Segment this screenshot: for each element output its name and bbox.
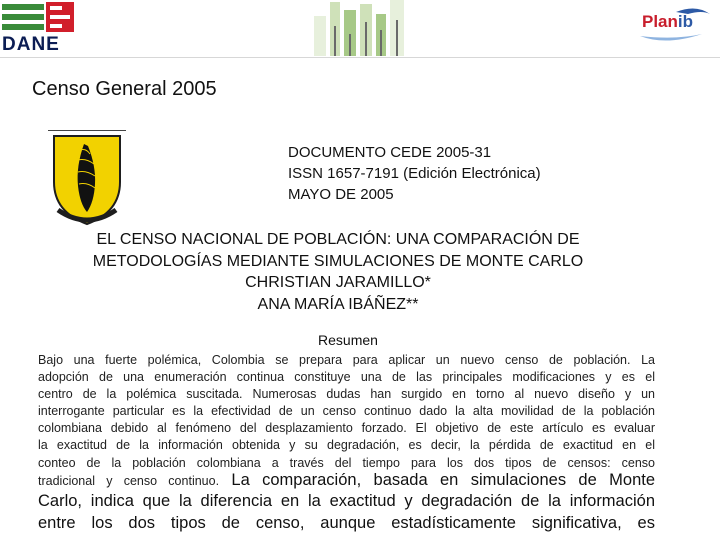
article-heading (20, 229, 656, 315)
publication-date: MAYO DE 2005 (288, 186, 394, 203)
dane-wordmark: DANE (2, 34, 60, 55)
abstract-line: conteo de la población colombiana a través del tiempo para los dos tipos de censos: censo (38, 455, 655, 470)
issn: ISSN 1657-7191 (Edición Electrónica) (288, 165, 541, 182)
abstract-body (38, 352, 655, 534)
abstract-line: colombiana debido al fenómeno del desplazamiento forzado. El objetivo de este artículo es evaluar (38, 421, 655, 436)
abstract-line: la exactitud de la información obtenida y su degradación, es decir, la pérdida de exactitud en el (38, 438, 655, 453)
abstract-line: interrogante particular es la efectividad de un censo continuo dado la alta movilidad de la población (38, 404, 655, 419)
document-info (288, 142, 541, 205)
author-name: CHRISTIAN JARAMILLO* (245, 274, 431, 291)
planib-logo (636, 6, 718, 46)
header-divider (0, 57, 720, 58)
author-name: ANA MARÍA IBÁÑEZ** (257, 295, 419, 313)
university-crest-icon (40, 126, 132, 228)
abstract-mixed-line: tradicional y censo continuo. La comparación, basada en simulaciones de Monte (38, 470, 656, 489)
abstract-line: adopción de una enumeración continua constituye una de las principales modificaciones y es el (38, 370, 655, 385)
article-title-line: METODOLOGÍAS MEDIANTE SIMULACIONES DE MONTE CARLO (92, 252, 584, 270)
document-number: DOCUMENTO CEDE 2005-31 (288, 144, 492, 161)
article-title-line: EL CENSO NACIONAL DE POBLACIÓN: UNA COMPARACIÓN DE (96, 231, 580, 248)
dane-logo (2, 2, 80, 54)
abstract-line: centro de la polémica suscitada. Numerosas dudas han surgido en torno al nuevo diseño y un (38, 387, 655, 402)
planib-wordmark: Planib (642, 12, 694, 31)
abstract-heading: Resumen (318, 332, 378, 348)
columns-graphic-icon (306, 0, 412, 56)
abstract-line: entre los dos tipos de censo, aunque estadísticamente significativa, es (38, 513, 655, 532)
header-band (0, 0, 720, 58)
dane-mark-icon (2, 2, 80, 36)
census-title: Censo General 2005 (32, 78, 217, 100)
abstract-line: Bajo una fuerte polémica, Colombia se prepara para aplicar un nuevo censo de población. La (38, 353, 655, 367)
abstract-line: Carlo, indica que la diferencia en la exactitud y degradación de la información (38, 491, 655, 510)
